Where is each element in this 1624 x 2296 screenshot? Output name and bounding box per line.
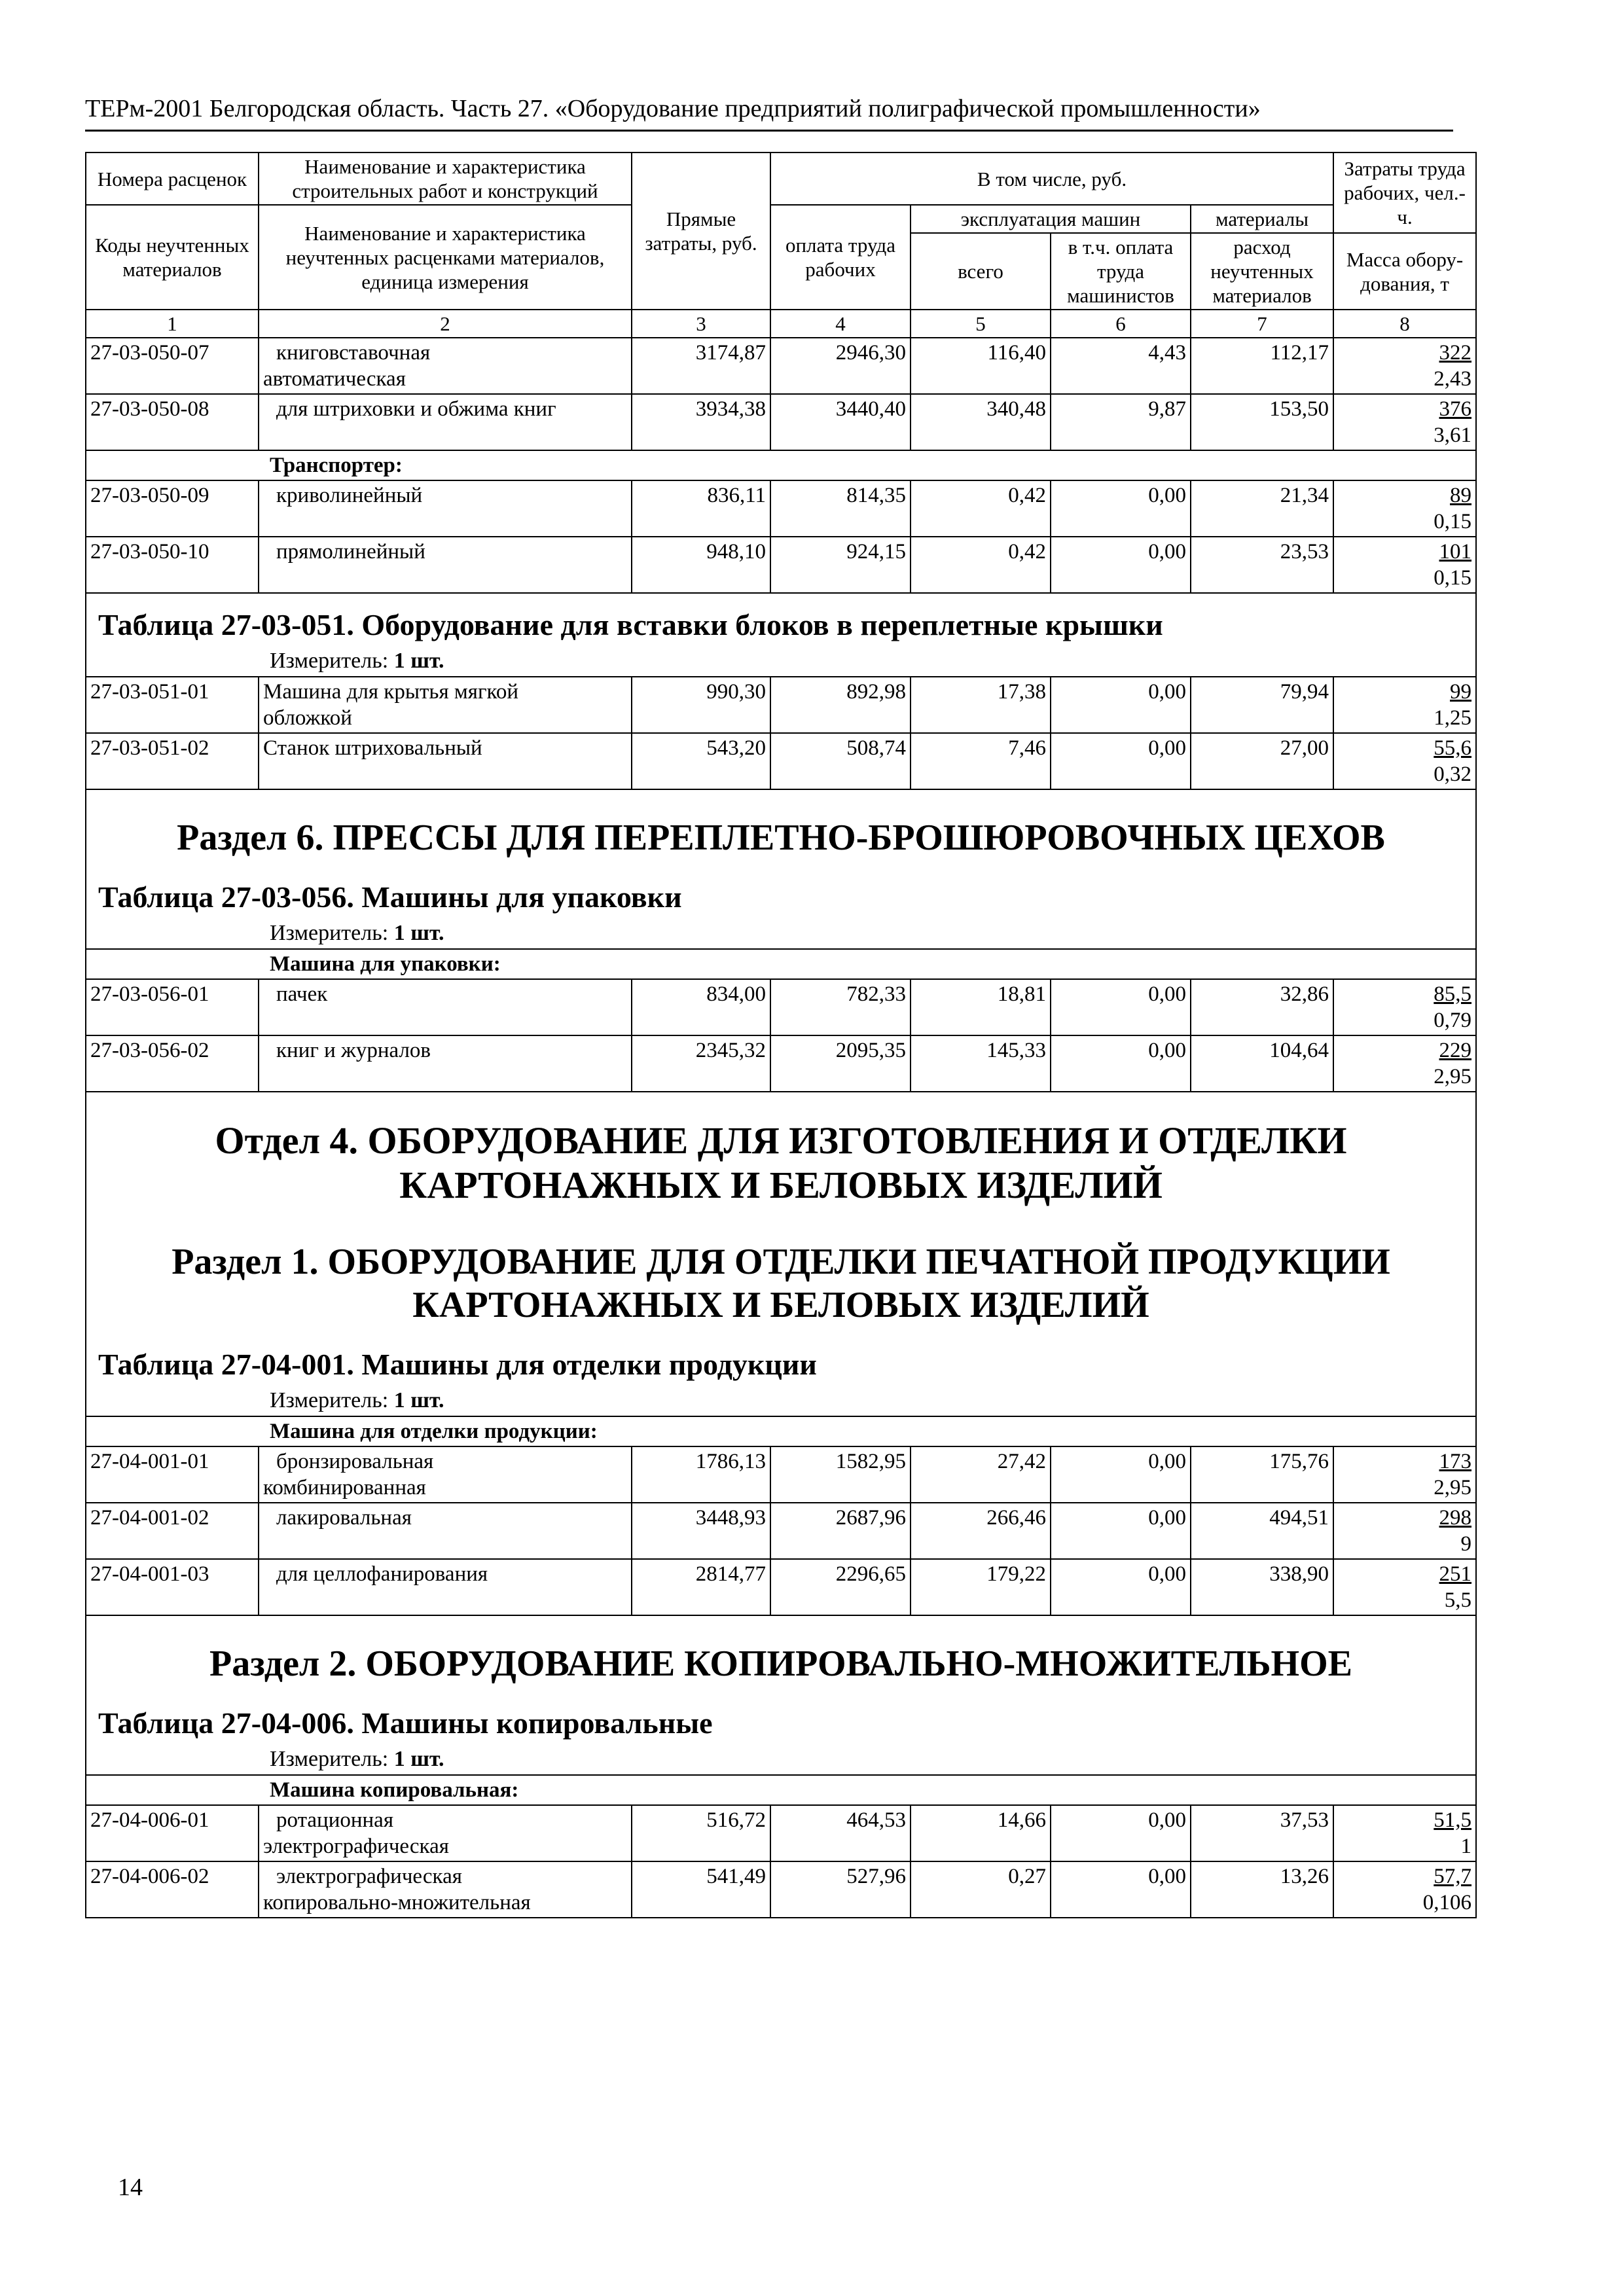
mass: 3,61: [1434, 423, 1472, 447]
mass: 0,15: [1434, 566, 1472, 590]
mass: 1: [1460, 1835, 1472, 1858]
rate-code: 27-04-001-01: [86, 1446, 259, 1503]
materials: 338,90: [1191, 1559, 1333, 1615]
measure-unit: [86, 1386, 1475, 1416]
labor: 99: [1450, 680, 1472, 704]
header-materials-bottom: расход неучтенных материалов: [1191, 233, 1333, 310]
col-num: 6: [1051, 310, 1191, 338]
direct-cost: 2345,32: [632, 1035, 770, 1092]
table-row: [86, 1446, 1476, 1503]
machines-wages: 4,43: [1051, 338, 1191, 394]
machines-wages: 0,00: [1051, 480, 1191, 537]
direct-cost: 834,00: [632, 979, 770, 1035]
machines-wages: 0,00: [1051, 1805, 1191, 1861]
machines-total: 7,46: [911, 733, 1051, 789]
labor-mass: [1333, 1503, 1476, 1559]
measure-unit: [86, 1744, 1475, 1774]
rate-name-line: книговставочная: [276, 341, 431, 365]
labor-mass: [1333, 677, 1476, 733]
labor: 89: [1450, 484, 1472, 507]
materials: 23,53: [1191, 537, 1333, 593]
rate-code: 27-03-051-02: [86, 733, 259, 789]
rate-name-line: электрографическая: [276, 1865, 462, 1888]
section-title: Раздел 6. ПРЕССЫ ДЛЯ ПЕРЕПЛЕТНО-БРОШЮРОВОЧНЫХ ЦЕХОВ: [177, 817, 1385, 858]
header-col-numbers: [86, 310, 1476, 338]
materials: 21,34: [1191, 480, 1333, 537]
wages: 527,96: [770, 1861, 911, 1918]
wages: 3440,40: [770, 394, 911, 450]
machines-total: 179,22: [911, 1559, 1051, 1615]
wages: 814,35: [770, 480, 911, 537]
department-title-line: КАРТОНАЖНЫХ И БЕЛОВЫХ ИЗДЕЛИЙ: [399, 1164, 1163, 1206]
measure-label: Измеритель:: [270, 921, 389, 945]
table-row: [86, 394, 1476, 450]
mass: 2,95: [1434, 1065, 1472, 1088]
machines-total: 17,38: [911, 677, 1051, 733]
mass: 1,25: [1434, 706, 1472, 730]
machines-wages: 0,00: [1051, 1035, 1191, 1092]
wages: 2687,96: [770, 1503, 911, 1559]
machines-wages: 0,00: [1051, 1503, 1191, 1559]
measure-label: Измеритель:: [270, 649, 389, 673]
labor-mass: [1333, 338, 1476, 394]
rate-name: [259, 733, 632, 789]
rate-name-line: для целлофанирования: [276, 1562, 488, 1586]
rate-code: 27-03-050-10: [86, 537, 259, 593]
labor: 229: [1439, 1039, 1472, 1062]
rate-name-line: для штриховки и обжима книг: [276, 397, 556, 421]
measure-value: 1 шт.: [393, 1388, 444, 1412]
rate-code: 27-04-006-02: [86, 1861, 259, 1918]
table-row: [86, 1035, 1476, 1092]
group-row: [86, 450, 1476, 480]
machines-wages: 0,00: [1051, 1559, 1191, 1615]
mass: 2,95: [1434, 1476, 1472, 1499]
materials: 79,94: [1191, 677, 1333, 733]
machines-total: 14,66: [911, 1805, 1051, 1861]
header-name-bottom: Наименование и характеристика неучтенных расценками материалов, единица измерения: [259, 205, 632, 310]
machines-total: 0,42: [911, 480, 1051, 537]
measure-value: 1 шт.: [393, 1747, 444, 1771]
rate-name-line: ротационная: [276, 1808, 394, 1832]
labor: 57,7: [1434, 1865, 1472, 1888]
table-title: Таблица 27-04-006. Машины копировальные: [98, 1706, 713, 1740]
table-title-row: [86, 593, 1476, 677]
header-labor-top: Затраты труда рабочих, чел.-ч.: [1333, 152, 1476, 233]
materials: 153,50: [1191, 394, 1333, 450]
rate-name: [259, 1503, 632, 1559]
header-labor-bottom: Масса обору-дования, т: [1333, 233, 1476, 310]
measure-label: Измеритель:: [270, 1388, 389, 1412]
mass: 0,32: [1434, 762, 1472, 786]
direct-cost: 3174,87: [632, 338, 770, 394]
labor-mass: [1333, 1035, 1476, 1092]
rate-name: [259, 1035, 632, 1092]
header-wages: оплата труда рабочих: [770, 205, 911, 310]
rate-name: [259, 1805, 632, 1861]
machines-wages: 0,00: [1051, 537, 1191, 593]
table-row: [86, 537, 1476, 593]
rate-name: [259, 394, 632, 450]
table-row: [86, 677, 1476, 733]
measure-value: 1 шт.: [393, 921, 444, 945]
rate-code: 27-04-001-03: [86, 1559, 259, 1615]
table-title: Таблица 27-03-051. Оборудование для вставки блоков в переплетные крышки: [98, 608, 1163, 641]
table-row: [86, 733, 1476, 789]
machines-total: 145,33: [911, 1035, 1051, 1092]
wages: 892,98: [770, 677, 911, 733]
labor-mass: [1333, 733, 1476, 789]
rate-code: 27-03-056-02: [86, 1035, 259, 1092]
rate-code: 27-03-051-01: [86, 677, 259, 733]
direct-cost: 2814,77: [632, 1559, 770, 1615]
machines-total: 18,81: [911, 979, 1051, 1035]
machines-wages: 9,87: [1051, 394, 1191, 450]
rate-code: 27-03-050-09: [86, 480, 259, 537]
direct-cost: 836,11: [632, 480, 770, 537]
department-title-line: Отдел 4. ОБОРУДОВАНИЕ ДЛЯ ИЗГОТОВЛЕНИЯ И ОТДЕЛКИ: [215, 1119, 1347, 1162]
table-row: [86, 1805, 1476, 1861]
page-number: 14: [118, 2174, 143, 2201]
rate-code: 27-04-001-02: [86, 1503, 259, 1559]
section-row: [86, 1092, 1476, 1416]
rate-name-line: Станок штриховальный: [263, 736, 482, 760]
direct-cost: 516,72: [632, 1805, 770, 1861]
rate-name: [259, 979, 632, 1035]
labor: 173: [1439, 1450, 1472, 1473]
measure-label: Измеритель:: [270, 1747, 389, 1771]
labor: 101: [1439, 540, 1472, 564]
labor-mass: [1333, 1861, 1476, 1918]
group-row: [86, 1775, 1476, 1805]
header-incl: В том числе, руб.: [770, 152, 1333, 205]
direct-cost: 948,10: [632, 537, 770, 593]
group-label: Машина для упаковки:: [86, 949, 1476, 979]
materials: 37,53: [1191, 1805, 1333, 1861]
wages: 924,15: [770, 537, 911, 593]
table-row: [86, 1861, 1476, 1918]
materials: 32,86: [1191, 979, 1333, 1035]
rate-name-line: книг и журналов: [276, 1039, 431, 1062]
rate-name: [259, 1446, 632, 1503]
machines-total: 0,42: [911, 537, 1051, 593]
machines-wages: 0,00: [1051, 1861, 1191, 1918]
group-row: [86, 1416, 1476, 1446]
header-name-top: Наименование и характеристика строительных работ и конструкций: [259, 152, 632, 205]
wages: 2095,35: [770, 1035, 911, 1092]
materials: 112,17: [1191, 338, 1333, 394]
machines-wages: 0,00: [1051, 979, 1191, 1035]
rate-name-line: комбинированная: [263, 1476, 426, 1499]
section-title-line: Раздел 1. ОБОРУДОВАНИЕ ДЛЯ ОТДЕЛКИ ПЕЧАТНОЙ ПРОДУКЦИИ: [171, 1242, 1390, 1282]
measure-unit: [86, 646, 1475, 676]
col-num: 3: [632, 310, 770, 338]
labor-mass: [1333, 537, 1476, 593]
rate-name-line: копировально-множительная: [263, 1891, 531, 1914]
table-row: [86, 1503, 1476, 1559]
machines-total: 27,42: [911, 1446, 1051, 1503]
section-row: [86, 1615, 1476, 1775]
table-header: [86, 152, 1476, 338]
col-num: 1: [86, 310, 259, 338]
section-title-line: КАРТОНАЖНЫХ И БЕЛОВЫХ ИЗДЕЛИЙ: [412, 1285, 1149, 1325]
machines-total: 266,46: [911, 1503, 1051, 1559]
labor-mass: [1333, 1805, 1476, 1861]
group-label: Машина копировальная:: [86, 1775, 1476, 1805]
labor: 376: [1439, 397, 1472, 421]
rate-code: 27-03-056-01: [86, 979, 259, 1035]
wages: 2946,30: [770, 338, 911, 394]
rate-name-line: прямолинейный: [276, 540, 425, 564]
rate-code: 27-03-050-07: [86, 338, 259, 394]
table-row: [86, 1559, 1476, 1615]
rate-name: [259, 480, 632, 537]
materials: 175,76: [1191, 1446, 1333, 1503]
labor: 85,5: [1434, 982, 1472, 1006]
table-title: Таблица 27-03-056. Машины для упаковки: [98, 880, 682, 914]
header-materials-top: материалы: [1191, 205, 1333, 233]
rate-name-line: автоматическая: [263, 367, 406, 391]
mass: 0,106: [1422, 1891, 1472, 1914]
page-header: ТЕРм-2001 Белгородская область. Часть 27. «Оборудование предприятий полиграфической промышленности»: [85, 92, 1453, 132]
materials: 27,00: [1191, 733, 1333, 789]
table-row: [86, 338, 1476, 394]
labor: 298: [1439, 1506, 1472, 1530]
labor-mass: [1333, 1446, 1476, 1503]
main-content: [85, 152, 1475, 1918]
wages: 1582,95: [770, 1446, 911, 1503]
machines-wages: 0,00: [1051, 677, 1191, 733]
measure-unit: [86, 918, 1475, 948]
direct-cost: 1786,13: [632, 1446, 770, 1503]
rate-name-line: пачек: [276, 982, 328, 1006]
header-machines: эксплуатация машин: [911, 205, 1191, 233]
labor: 251: [1439, 1562, 1472, 1586]
direct-cost: 3934,38: [632, 394, 770, 450]
group-label: Транспортер:: [86, 450, 1476, 480]
rate-name-line: электрографическая: [263, 1835, 449, 1858]
labor: 51,5: [1434, 1808, 1472, 1832]
department-title: [86, 1092, 1475, 1214]
machines-wages: 0,00: [1051, 733, 1191, 789]
direct-cost: 3448,93: [632, 1503, 770, 1559]
materials: 104,64: [1191, 1035, 1333, 1092]
wages: 464,53: [770, 1805, 911, 1861]
section-row: [86, 789, 1476, 949]
col-num: 8: [1333, 310, 1476, 338]
rate-code: 27-04-006-01: [86, 1805, 259, 1861]
direct-cost: 541,49: [632, 1861, 770, 1918]
rate-name: [259, 338, 632, 394]
header-mach-wages: в т.ч. оплата труда машинистов: [1051, 233, 1191, 310]
wages: 508,74: [770, 733, 911, 789]
mass: 0,15: [1434, 510, 1472, 533]
mass: 5,5: [1444, 1588, 1472, 1612]
rate-code: 27-03-050-08: [86, 394, 259, 450]
machines-total: 116,40: [911, 338, 1051, 394]
direct-cost: 990,30: [632, 677, 770, 733]
table-row: [86, 480, 1476, 537]
rate-name: [259, 677, 632, 733]
col-num: 7: [1191, 310, 1333, 338]
rates-table: [85, 152, 1477, 1918]
materials: 13,26: [1191, 1861, 1333, 1918]
section-title: [86, 1214, 1475, 1333]
labor: 322: [1439, 341, 1472, 365]
table-title: Таблица 27-04-001. Машины для отделки продукции: [98, 1348, 817, 1381]
wages: 782,33: [770, 979, 911, 1035]
header-direct: Прямые затраты, руб.: [632, 152, 770, 310]
labor: 55,6: [1434, 736, 1472, 760]
measure-value: 1 шт.: [393, 649, 444, 673]
direct-cost: 543,20: [632, 733, 770, 789]
table-row: [86, 979, 1476, 1035]
rate-name-line: бронзировальная: [276, 1450, 434, 1473]
machines-total: 340,48: [911, 394, 1051, 450]
labor-mass: [1333, 1559, 1476, 1615]
group-label: Машина для отделки продукции:: [86, 1416, 1476, 1446]
header-mach-total: всего: [911, 233, 1051, 310]
labor-mass: [1333, 480, 1476, 537]
mass: 9: [1460, 1532, 1472, 1556]
mass: 0,79: [1434, 1009, 1472, 1032]
machines-wages: 0,00: [1051, 1446, 1191, 1503]
materials: 494,51: [1191, 1503, 1333, 1559]
labor-mass: [1333, 394, 1476, 450]
rate-name: [259, 1861, 632, 1918]
col-num: 5: [911, 310, 1051, 338]
col-num: 4: [770, 310, 911, 338]
machines-total: 0,27: [911, 1861, 1051, 1918]
col-num: 2: [259, 310, 632, 338]
header-code-top: Номера расценок: [86, 152, 259, 205]
header-code-bottom: Коды неучтенных материалов: [86, 205, 259, 310]
section-title: Раздел 2. ОБОРУДОВАНИЕ КОПИРОВАЛЬНО-МНОЖИТЕЛЬНОЕ: [209, 1643, 1352, 1684]
rate-name-line: Машина для крытья мягкой: [263, 680, 519, 704]
rate-name: [259, 537, 632, 593]
rate-name: [259, 1559, 632, 1615]
labor-mass: [1333, 979, 1476, 1035]
group-row: [86, 949, 1476, 979]
rate-name-line: криволинейный: [276, 484, 423, 507]
wages: 2296,65: [770, 1559, 911, 1615]
mass: 2,43: [1434, 367, 1472, 391]
rate-name-line: лакировальная: [276, 1506, 412, 1530]
rate-name-line: обложкой: [263, 706, 352, 730]
